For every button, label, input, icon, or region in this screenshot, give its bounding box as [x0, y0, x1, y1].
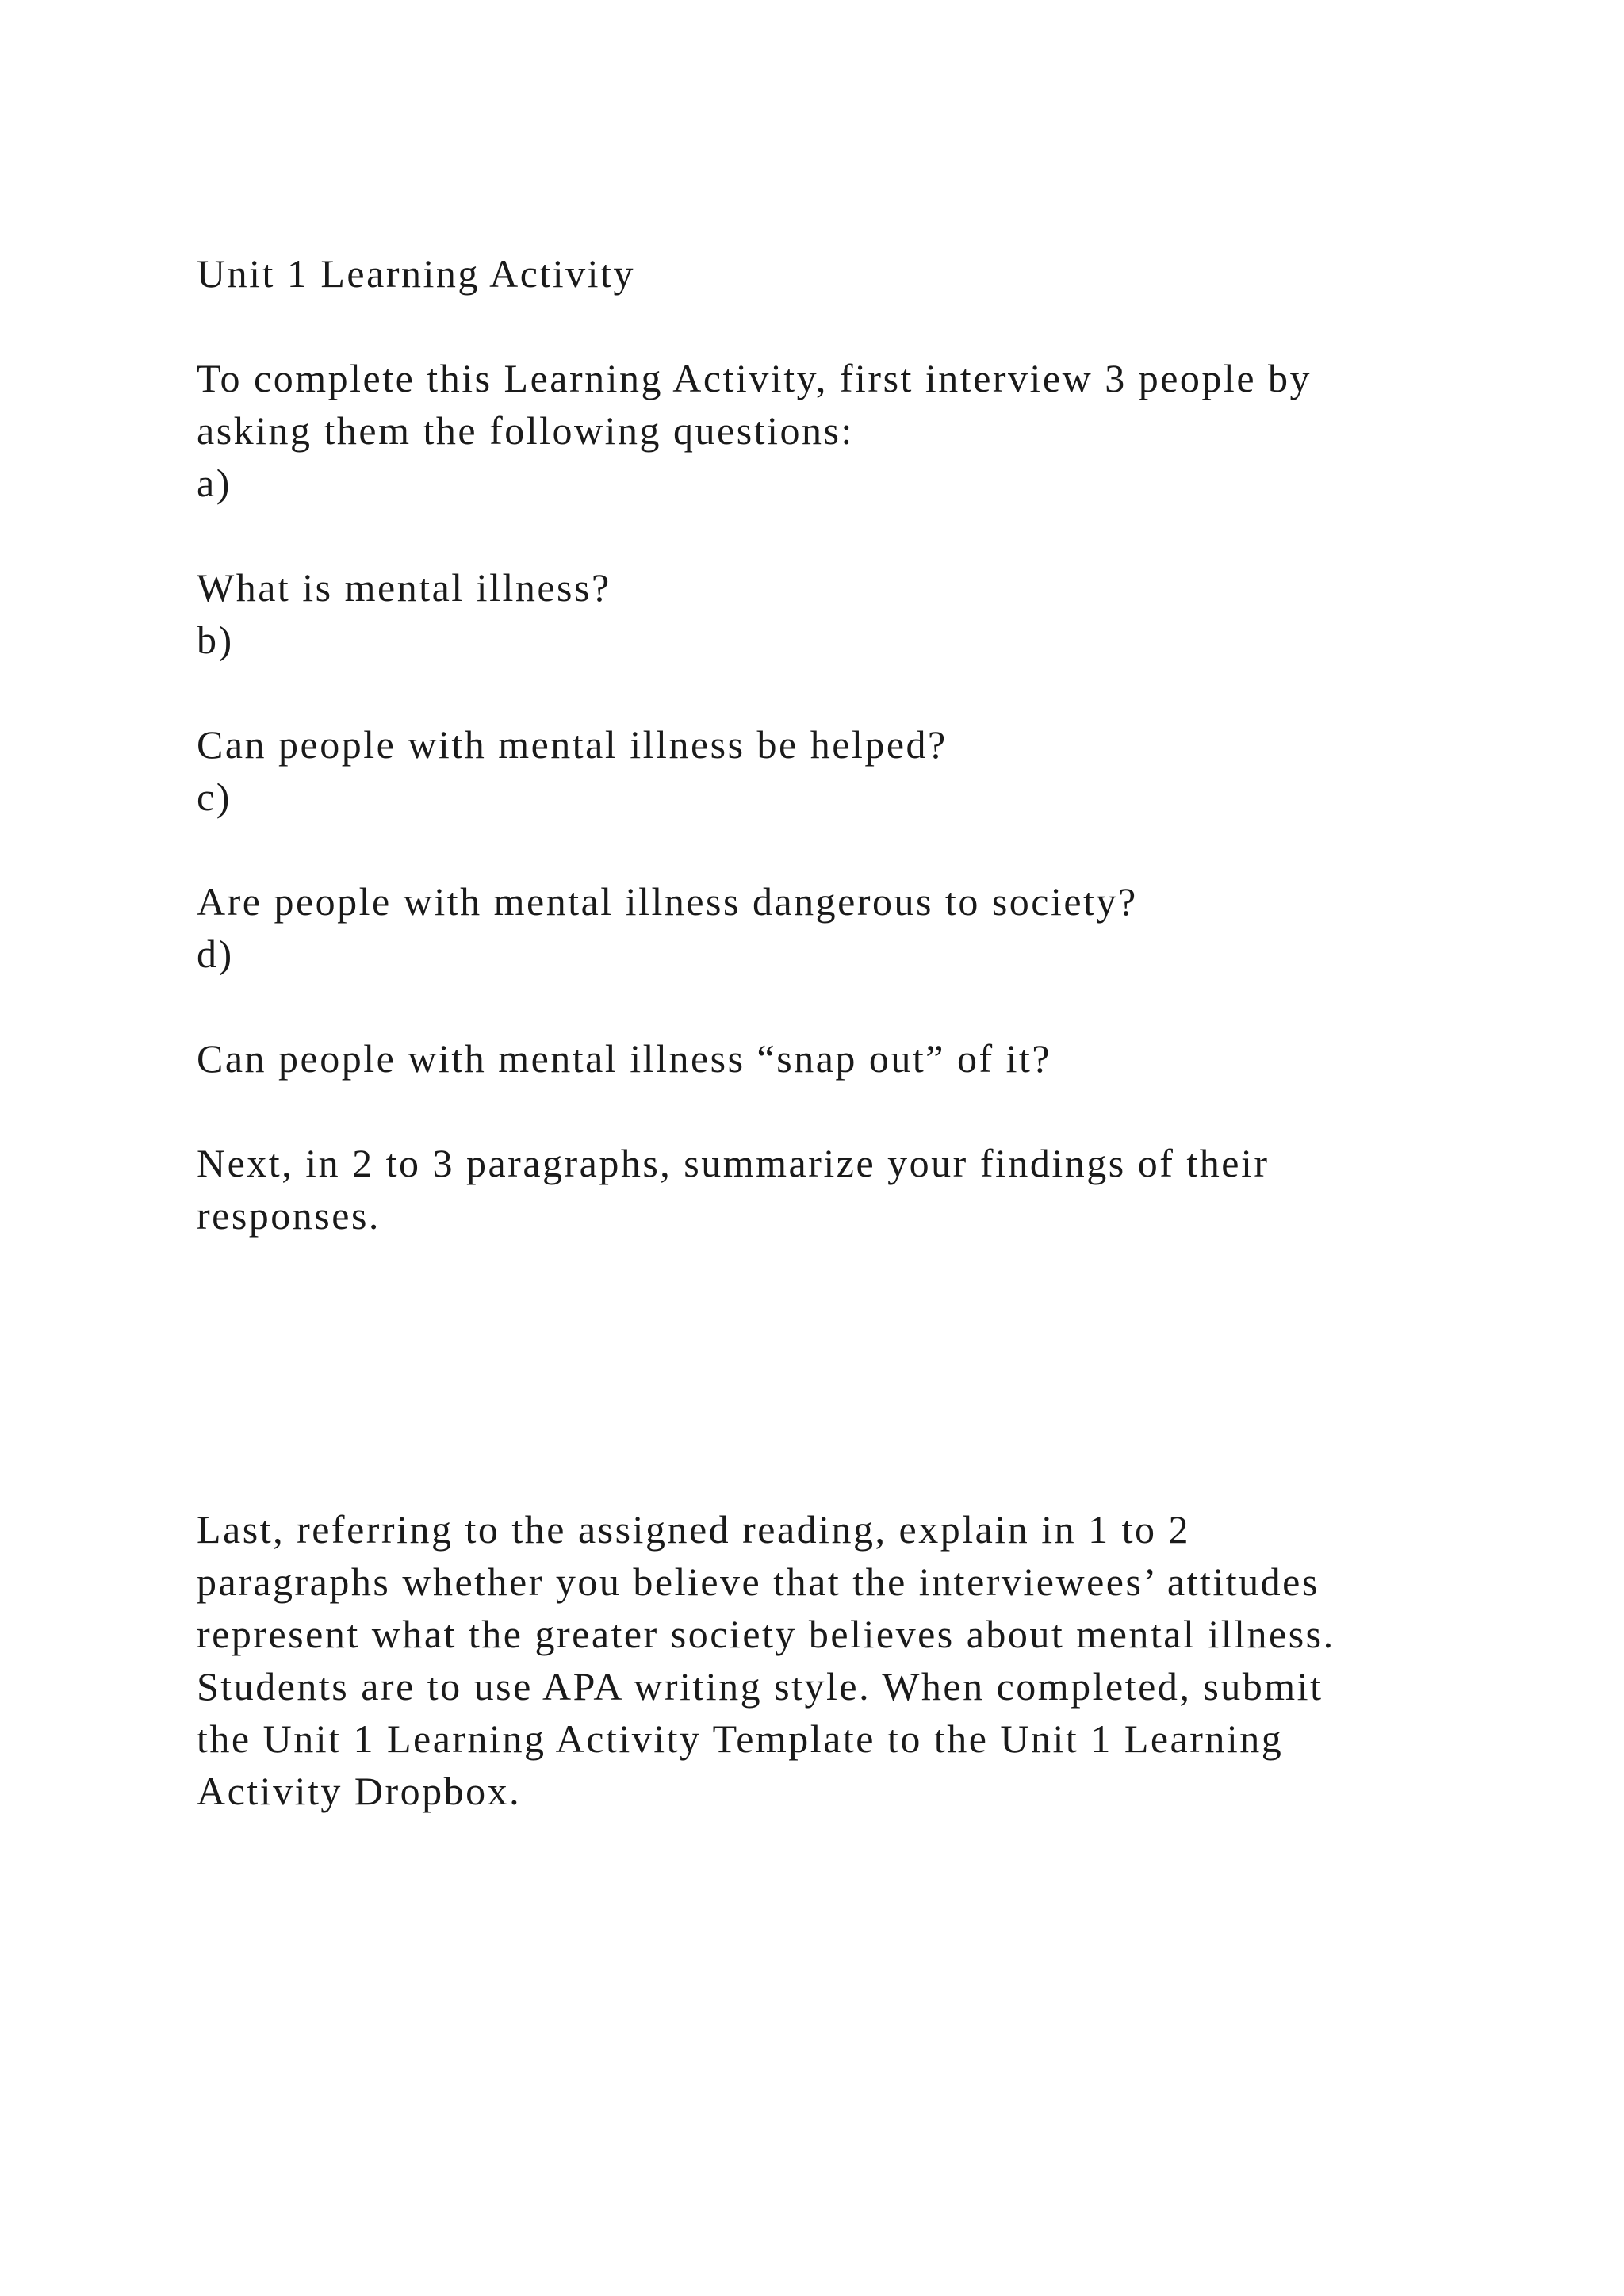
last-line-3: represent what the greater society believes about mental illness. — [197, 1612, 1335, 1656]
question-c-text: Are people with mental illness dangerous to society? — [197, 879, 1138, 924]
last-line-2: paragraphs whether you believe that the interviewees’ attitudes — [197, 1559, 1320, 1604]
intro-line-2: asking them the following questions: — [197, 408, 854, 453]
question-a-block — [197, 561, 1529, 666]
question-b-block — [197, 718, 1529, 823]
last-line-1: Last, referring to the assigned reading, explain in 1 to 2 — [197, 1507, 1191, 1552]
intro-paragraph — [197, 352, 1529, 509]
question-d-block — [197, 1032, 1529, 1085]
last-line-5: the Unit 1 Learning Activity Template to the Unit 1 Learning — [197, 1716, 1284, 1761]
question-b-text: Can people with mental illness be helped? — [197, 722, 948, 767]
question-b-label: b) — [197, 618, 234, 662]
document-title: Unit 1 Learning Activity — [197, 251, 635, 296]
next-paragraph — [197, 1137, 1529, 1242]
next-line-1: Next, in 2 to 3 paragraphs, summarize your findings of their — [197, 1141, 1270, 1185]
question-a-label: a) — [197, 461, 232, 505]
last-paragraph — [197, 1503, 1529, 1817]
last-line-6: Activity Dropbox. — [197, 1769, 522, 1813]
question-d-label: d) — [197, 932, 234, 976]
next-line-2: responses. — [197, 1193, 381, 1238]
last-line-4: Students are to use APA writing style. When completed, submit — [197, 1664, 1323, 1709]
question-d-text: Can people with mental illness “snap out” of it? — [197, 1036, 1052, 1081]
intro-line-1: To complete this Learning Activity, first interview 3 people by — [197, 356, 1312, 400]
question-c-label: c) — [197, 775, 232, 819]
question-a-text: What is mental illness? — [197, 565, 611, 610]
document-title-block — [197, 247, 1529, 300]
question-c-block — [197, 875, 1529, 980]
